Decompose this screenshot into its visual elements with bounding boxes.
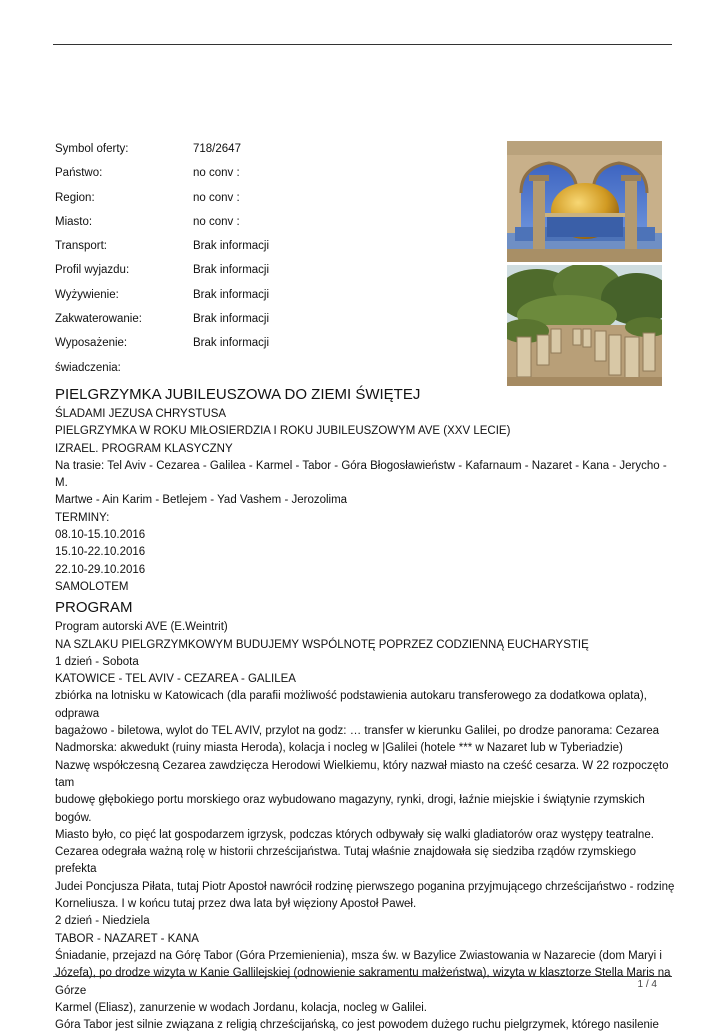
info-row: [55, 311, 475, 335]
info-row: [55, 287, 475, 311]
info-row: [55, 360, 475, 384]
info-row: [55, 335, 475, 359]
text-line: Góra Tabor jest silnie związana z religią chrześcijańską, co jest powodem dużego ruchu pielgrzymek, którego nasilenie: [55, 1019, 659, 1032]
info-label: Transport:: [55, 240, 107, 253]
text-line: Na trasie: Tel Aviv - Cezarea - Galilea - Karmel - Tabor - Góra Błogosławieństw - Kafarnaum - Nazaret - Kana - Jerycho - M.: [55, 459, 667, 490]
text-line: Program autorski AVE (E.Weintrit): [55, 621, 228, 634]
text-line: NA SZLAKU PIELGRZYMKOWYM BUDUJEMY WSPÓLNOTĘ POPRZEZ CODZIENNĄ EUCHARYSTIĘ: [55, 638, 589, 651]
text-line: KATOWICE - TEL AVIV - CEZAREA - GALILEA: [55, 673, 296, 686]
text-line: Miasto było, co pięć lat gospodarzem igrzysk, podczas których odbywały się walki gladiatorów oraz występy teatralne.: [55, 828, 654, 841]
info-label: świadczenia:: [55, 361, 121, 374]
text-line: Karmel (Eliasz), zanurzenie w wodach Jordanu, kolacja, nocleg w Galilei.: [55, 1001, 428, 1014]
text-line: Cezarea odegrała ważną rolę w historii chrześcijaństwa. Tutaj właśnie znajdowała się siedziba rządów rzymskiego prefekta: [55, 846, 637, 876]
info-value: no conv :: [193, 215, 240, 228]
info-row: [55, 190, 475, 214]
text-line: Martwe - Ain Karim - Betlejem - Yad Vashem - Jerozolima: [55, 494, 348, 507]
text-line: TERMINY:: [55, 511, 110, 524]
header-rule: [53, 44, 672, 45]
photo-column: [507, 141, 662, 386]
info-row: [55, 262, 475, 286]
text-line: 1 dzień - Sobota: [55, 655, 139, 668]
info-value: Brak informacji: [193, 288, 270, 301]
text-line: 22.10-29.10.2016: [55, 563, 146, 576]
info-label: Wyposażenie:: [55, 337, 128, 350]
info-value: Brak informacji: [193, 240, 270, 253]
info-row: [55, 238, 475, 262]
info-label: Zakwaterowanie:: [55, 313, 142, 326]
text-line: bagażowo - biletowa, wylot do TEL AVIV, przylot na godz: … transfer w kierunku Galilei, po drodze panorama: Cezarea: [55, 725, 660, 738]
footer-rule: [53, 976, 672, 977]
info-label: Wyżywienie:: [55, 288, 119, 301]
info-label: Miasto:: [55, 215, 93, 228]
text-line: Nazwę współczesną Cezarea zawdzięcza Herodowi Wielkiemu, który nazwał miasto na cześć cesarza. W 22 rozpoczęto tam: [55, 759, 669, 789]
page-number: 1 / 4: [637, 979, 657, 990]
info-row: [55, 141, 475, 165]
info-label: Profil wyjazdu:: [55, 264, 130, 277]
text-line: TABOR - NAZARET - KANA: [55, 932, 199, 945]
intro-section: [55, 406, 675, 596]
info-value: no conv :: [193, 167, 240, 180]
text-line: Korneliusza. I w końcu tutaj przez dwa lata był więziony Apostoł Paweł.: [55, 898, 417, 911]
text-line: zbiórka na lotnisku w Katowicach (dla parafii możliwość podstawienia autokaru transferowego za dodatkowa oplata), odprawa: [55, 690, 647, 720]
text-line: Józefa), po drodze wizyta w Kanie Gallilejskiej (odnowienie sakramentu małżeństwa), wizyta w klasztorze Stella Maris na Górze: [55, 967, 671, 997]
dome-of-the-rock-photo: [507, 141, 662, 262]
info-label: Region:: [55, 191, 95, 204]
main-heading: PIELGRZYMKA JUBILEUSZOWA DO ZIEMI ŚWIĘTEJ: [55, 386, 421, 403]
info-value: Brak informacji: [193, 313, 270, 326]
text-line: SAMOLOTEM: [55, 580, 129, 593]
info-label: Symbol oferty:: [55, 143, 129, 155]
text-line: Nadmorska: akwedukt (ruiny miasta Heroda), kolacja i nocleg w |Galilei (hotele *** w Nazaret lub w Tyberiadzie): [55, 742, 623, 755]
ancient-ruins-photo: [507, 265, 662, 386]
text-line: 15.10-22.10.2016: [55, 546, 146, 559]
info-row: [55, 165, 475, 189]
info-value: Brak informacji: [193, 337, 270, 350]
info-value: 718/2647: [193, 143, 241, 155]
text-line: ŚLADAMI JEZUSA CHRYSTUSA: [55, 408, 227, 420]
text-line: 2 dzień - Niedziela: [55, 915, 150, 928]
info-label: Państwo:: [55, 167, 103, 180]
offer-info-table: [55, 141, 475, 384]
text-line: 08.10-15.10.2016: [55, 529, 146, 542]
program-heading: PROGRAM: [55, 599, 133, 617]
text-line: Judei Poncjusza Piłata, tutaj Piotr Apostoł nawrócił rodzinę pierwszego poganina przyjmującego chrześcijaństwo - rodzinę: [55, 880, 675, 893]
text-line: PIELGRZYMKA W ROKU MIŁOSIERDZIA I ROKU JUBILEUSZOWYM AVE (XXV LECIE): [55, 425, 511, 438]
info-value: no conv :: [193, 191, 240, 204]
text-line: budowę głębokiego portu morskiego oraz wybudowano magazyny, rynki, drogi, łaźnie miejskie i świątynie rzymskich bogów.: [55, 794, 645, 824]
text-line: IZRAEL. PROGRAM KLASYCZNY: [55, 442, 233, 455]
program-section: [55, 619, 675, 1034]
info-value: Brak informacji: [193, 264, 270, 277]
document-body: [55, 384, 675, 1034]
text-line: Śniadanie, przejazd na Górę Tabor (Góra Przemienienia), msza św. w Bazylice Zwiastowania w Nazarecie (dom Maryi i: [55, 949, 662, 962]
info-row: [55, 214, 475, 238]
